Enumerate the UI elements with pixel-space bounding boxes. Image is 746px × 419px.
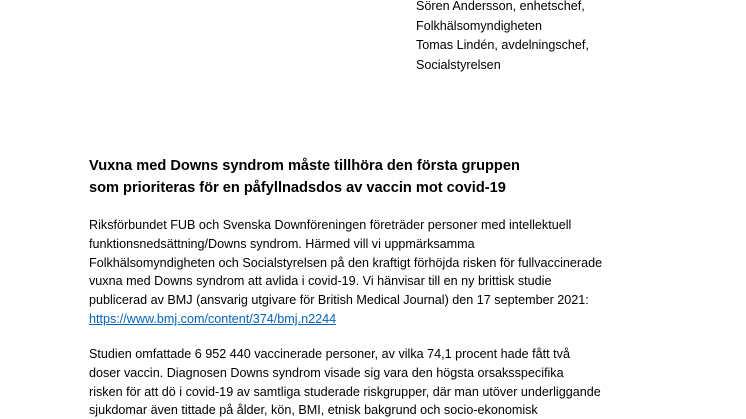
paragraph-2	[89, 345, 601, 419]
paragraph-2-line-3: risken för att dö i covid-19 av samtliga studerade riskgrupper, där man utöver underliggande	[89, 384, 601, 399]
recipient-block	[416, 0, 589, 75]
paragraph-1-line-3: Folkhälsomyndigheten och Socialstyrelsen på den kraftigt förhöjda risken för fullvaccinerade	[89, 255, 603, 270]
recipient-line-4: Socialstyrelsen	[416, 57, 501, 72]
paragraph-2-line-4: sjukdomar även tittade på ålder, kön, BMI, etnisk bakgrund och socio-ekonomisk	[89, 403, 538, 418]
paragraph-1-line-5: publicerad av BMJ (ansvarig utgivare för British Medical Journal) den 17 september 2021:	[89, 293, 589, 308]
recipient-line-2: Folkhälsomyndigheten	[416, 18, 543, 33]
paragraph-2-line-2: doser vaccin. Diagnosen Downs syndrom visade sig vara den högsta orsaksspecifika	[89, 365, 564, 380]
paragraph-1-line-1: Riksförbundet FUB och Svenska Downföreningen företräder personer med intellektuell	[89, 218, 572, 232]
paragraph-1-line-4: vuxna med Downs syndrom att avlida i covid-19. Vi hänvisar till en ny brittisk studie	[89, 274, 552, 289]
document-title	[89, 155, 520, 199]
paragraph-1-line-2: funktionsnedsättning/Downs syndrom. Härmed vill vi uppmärksamma	[89, 236, 475, 251]
title-line-2: som prioriteras för en påfyllnadsdos av vaccin mot covid-19	[89, 180, 506, 196]
title-line-1: Vuxna med Downs syndrom måste tillhöra den första gruppen	[89, 158, 520, 174]
recipient-line-1: Sören Andersson, enhetschef,	[416, 0, 585, 13]
paragraph-2-line-1: Studien omfattade 6 952 440 vaccinerade personer, av vilka 74,1 procent hade fått två	[89, 347, 570, 361]
bmj-study-link[interactable]: https://www.bmj.com/content/374/bmj.n2244	[89, 311, 337, 326]
recipient-line-3: Tomas Lindén, avdelningschef,	[416, 38, 589, 52]
paragraph-1	[89, 216, 602, 329]
